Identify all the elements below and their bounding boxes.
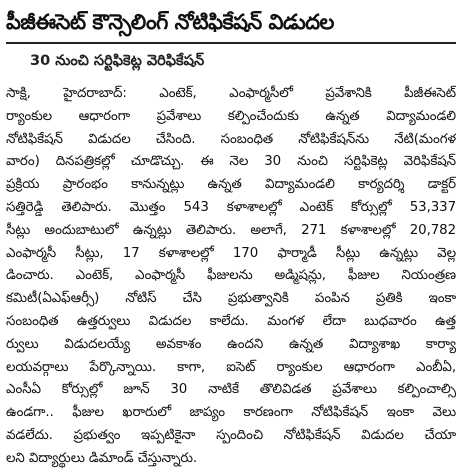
- article-subheadline: 30 నుంచి సర్టిఫికెట్ల వెరిఫికేషన్: [30, 53, 205, 69]
- body-line: వడలేదు. ప్రభుత్వం ఇప్పటికైనా స్పందించి నోటిఫికేషన్ విడుదల చేయా: [6, 427, 456, 443]
- body-line: లయవర్గాలు పేర్కొన్నాయి. కాగా, ఐసెట్ ర్యాంకుల ఆధారంగా ఎంబీఏ,: [6, 359, 456, 375]
- body-line: వారం) దినపత్రికల్లో చూడొచ్చు. ఈ నెల 30 నుంచి సర్టిఫికెట్ల వెరిఫికేషన్: [6, 154, 456, 170]
- article-headline: పీజీఈసెట్ కౌన్సెలింగ్ నోటిఫికేషన్ విడుదల: [6, 10, 334, 34]
- body-line: లని విద్యార్థులు డిమాండ్ చేస్తున్నారు.: [6, 450, 198, 466]
- headline-rule: [6, 42, 456, 44]
- body-line: ఉండగా.. ఫీజుల ఖరారులో జాప్యం కారణంగా నోటిఫికేషన్ ఇంకా వెలు: [6, 405, 456, 421]
- body-line: ప్రక్రియ ప్రారంభం కానున్నట్లు ఉన్నత విద్యామండలి కార్యదర్శి డాక్టర్: [6, 177, 456, 193]
- body-line: సాక్షి, హైదరాబాద్: ఎంటెక్, ఎంఫార్మసీలో ప్రవేశానికి పీజీఈసెట్: [6, 86, 456, 101]
- body-line: నోటిఫికేషన్ విడుదల చేసింది. సంబంధిత నోటిఫికేషన్‌ను నేటి(మంగళ: [6, 131, 456, 147]
- body-line: సీట్లు అందుబాటులో ఉన్నట్లు తెలిపారు. అలాగే, 271 కళాశాలల్లో 20,782: [6, 222, 456, 238]
- body-line: సంబంధిత ఉత్తర్వులు విడుదల కాలేదు. మంగళ లేదా బుధవారం ఉత్త: [6, 313, 456, 329]
- body-line: డించారు. ఎంటెక్, ఎంఫార్మసీ ఫీజులను అడ్మిషన్లు, ఫీజుల నియంత్రణ: [6, 268, 456, 284]
- body-line: ఎంఫార్మసీ సీట్లు, 17 కళాశాలల్లో 170 ఫార్మాడీ సీట్లు ఉన్నట్లు వెల్ల: [6, 245, 456, 261]
- body-line: ర్వులు విడుదలయ్యే అవకాశం ఉందని ఉన్నత విద్యాశాఖ కార్యా: [6, 336, 456, 352]
- body-line: ర్యాంకుల ఆధారంగా ప్రవేశాలు కల్పించేందుకు ఉన్నత విద్యామండలి: [6, 108, 456, 124]
- article-body: [6, 83, 456, 471]
- body-line: కమిటీ(ఏఎఫ్ఆర్సీ) నోటిస్ చేసి ప్రభుత్వానికి పంపిన ప్రతికి ఇంకా: [6, 291, 456, 307]
- body-line: ఎంసీఏ కోర్సుల్లో జూన్ 30 నాటికే తొలివిడత ప్రవేశాలు కల్పించాల్సి: [6, 382, 456, 398]
- body-line: సత్తిరెడ్డి తెలిపారు. మొత్తం 543 కళాశాలల్లో ఎంటెక్ కోర్సుల్లో 53,337: [6, 199, 456, 215]
